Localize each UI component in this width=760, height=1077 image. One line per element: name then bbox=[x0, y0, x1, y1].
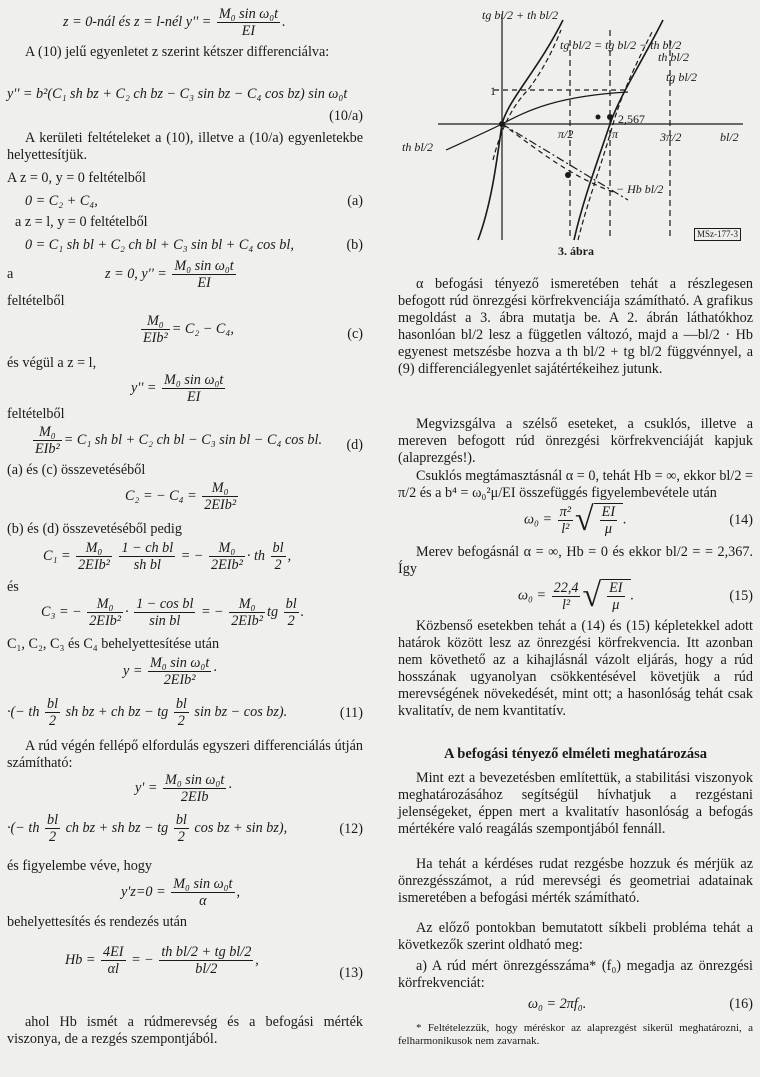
equation-11-second-line: ·(− th $\frac{bl}{2}$ sh bz + ch bz − tg $\frac{bl}{2}$ sin bz − cos bz). bbox=[7, 696, 288, 730]
equation-a: 0 = C₂ + C₄, bbox=[25, 193, 98, 209]
paragraph: feltételből bbox=[7, 293, 65, 309]
equation-condition: z = 0, y'' = $\frac{\text{M₀ sin ω₀t}}{EI}$ bbox=[105, 258, 234, 292]
paragraph: és bbox=[7, 579, 19, 595]
paragraph: A rúd végén fellépő elfordulás egyszeri differenciálás útján számítható: bbox=[7, 738, 363, 772]
th-curve bbox=[446, 92, 628, 150]
equation-tag: (15) bbox=[729, 588, 753, 604]
equation-16: ω₀ = 2πf₀. bbox=[528, 996, 587, 1012]
paragraph: Csuklós megtámasztásnál α = 0, tehát Hb = ∞, ekkor bl/2 = π/2 és a b⁴ = ω₀²μ/EI összefüggés figyelembevétele után bbox=[398, 468, 753, 502]
equation-tag: (14) bbox=[729, 512, 753, 528]
equation-tag: (12) bbox=[339, 821, 363, 837]
equation-tag: (c) bbox=[347, 326, 363, 342]
paragraph: és figyelembe véve, hogy bbox=[7, 858, 152, 874]
paragraph: és végül a z = l, bbox=[7, 355, 97, 371]
equation-12-first-line: y' = $\frac{\text{M₀ sin ω₀t}}{\text{2EIb}}$ · bbox=[135, 772, 232, 806]
figure-caption: 3. ábra bbox=[558, 244, 594, 258]
equation-15: ω₀ = $\frac{22,4}{\text{l²}}$ √ $\frac{EI}{\mu}$ . bbox=[518, 577, 635, 614]
equation-tag: (16) bbox=[729, 996, 753, 1012]
figure-3 bbox=[398, 0, 753, 262]
equation-c: $\frac{\text{M₀}}{\text{EIb²}}$ = C₂ − C₄, bbox=[143, 313, 234, 347]
label-hb: − Hb bl/2 bbox=[616, 182, 664, 196]
paragraph: ahol Hb ismét a rúdmerevség és a befogási mérték viszonya, de a rezgés szempontjából. bbox=[7, 1014, 363, 1048]
label-2567: 2,567 bbox=[618, 112, 645, 126]
paragraph: a bbox=[7, 266, 14, 282]
label-pi: π bbox=[612, 127, 619, 141]
paragraph: Merev befogásnál α = ∞, Hb = 0 és ekkor bl/2 = = 2,367. Így bbox=[398, 544, 753, 578]
paragraph: feltételből bbox=[7, 406, 65, 422]
label-3pi-half: 3π/2 bbox=[660, 130, 682, 144]
equation-tag: (a) bbox=[347, 193, 363, 209]
label-th: th bl/2 bbox=[658, 50, 690, 64]
equation-10a: y'' = b²(C₁ sh bz + C₂ ch bz − C₃ sin bz − C₄ cos bz) sin ω₀t bbox=[7, 86, 348, 102]
intersection-point bbox=[607, 114, 613, 120]
label-axis-bl2: bl/2 bbox=[720, 130, 739, 144]
equation-c3: C₃ = − $\frac{\text{M₀}}{\text{2EIb²}}$ · $\frac{\text{1 − cos bl}}{\text{sin bl}}$ = − $\frac{\text{M₀}}{\text{2EIb²}}$ tg $\frac{bl}{2}$ . bbox=[41, 596, 305, 630]
paragraph: Az előző pontokban bemutatott síkbeli probléma tehát a következők szerint oldható meg: bbox=[398, 920, 753, 954]
paragraph: α befogási tényező ismeretében tehát a részlegesen befogott rúd önrezgési körfrekvenciája számítható. A grafikus megoldást a 3. ábra mutatja be. A 2. ábrán láthatókhoz hasonlóan bl/2 lesz a független változó, majd a —bl/2 · Hb egyenest metszésbe hozva a th bl/2 + tg bl/2 függvénnyel, a (9) differenciálegyenlet sajátértékeihez jutunk. bbox=[398, 276, 753, 378]
equation-boundary-condition: z = 0-nál és z = l-nél y'' = $\frac{\text{M₀ sin ω₀t}}{EI}$ . bbox=[63, 6, 286, 40]
combined-curve-branch-1 bbox=[493, 30, 561, 160]
label-th-left: th bl/2 bbox=[402, 140, 434, 154]
equation-c1: C₁ = $\frac{\text{M₀}}{\text{2EIb²}}$ $\frac{\text{1 − ch bl}}{\text{sh bl}}$ = − $\frac{\text{M₀}}{\text{2EIb²}}$ · th $\frac{bl}{2}$ , bbox=[43, 540, 292, 574]
paragraph: A kerületi feltételeket a (10), illetve a (10/a) egyenletekbe helyettesítjük. bbox=[7, 130, 363, 164]
equation-condition: y'' = $\frac{\text{M₀ sin ω₀t}}{EI}$ bbox=[131, 372, 224, 406]
paragraph: A (10) jelű egyenletet z szerint kétszer differenciálva: bbox=[25, 44, 330, 60]
paragraph: A z = 0, y = 0 feltételből bbox=[7, 170, 146, 186]
equation-13: Hb = $\frac{4EI}{\alpha l}$ = − $\frac{\text{th bl/2 + tg bl/2}}{bl/2}$ , bbox=[65, 944, 259, 978]
equation-slope-condition: y'z=0 = $\frac{\text{M₀ sin ω₀t}}{\alpha}$ , bbox=[121, 876, 241, 910]
equation-11-first-line: y = $\frac{\text{M₀ sin ω₀t}}{\text{2EIb²}}$ · bbox=[123, 655, 217, 689]
figure-code: MSz-177-3 bbox=[694, 228, 741, 241]
equation-tag: (b) bbox=[346, 237, 363, 253]
paragraph: behelyettesítés és rendezés után bbox=[7, 914, 188, 930]
origin-point bbox=[499, 121, 505, 127]
paragraph: (a) és (c) összevetéséből bbox=[7, 462, 146, 478]
equation-12-second-line: ·(− th $\frac{bl}{2}$ ch bz + sh bz − tg $\frac{bl}{2}$ cos bz + sin bz), bbox=[7, 812, 288, 846]
paragraph: Mint ezt a bevezetésben említettük, a stabilitási viszonyok meghatározásához segítségül hívhatjuk a rezgéstani jelenségeket, éppen mert a kvalitatív hasonlóság a befogás mértékére való reagálás szempontjából fennáll. bbox=[398, 770, 753, 838]
footnote: * Feltételezzük, hogy méréskor az alaprezgést sikerül meghatározni, a felharmonikusok nem zavarnak. bbox=[398, 1022, 753, 1048]
equation-c2: C₂ = − C₄ = $\frac{\text{M₀}}{\text{2EIb²}}$ bbox=[125, 480, 237, 514]
paragraph: (b) és (d) összevetéséből pedig bbox=[7, 521, 182, 537]
equation-tag: (d) bbox=[346, 437, 363, 453]
equation-b: 0 = C₁ sh bl + C₂ ch bl + C₃ sin bl + C₄ cos bl, bbox=[25, 237, 294, 253]
section-heading: A befogási tényező elméleti meghatározása bbox=[443, 746, 708, 762]
equation-tag: (13) bbox=[339, 965, 363, 981]
label-tg-plus-th: tg bl/2 + th bl/2 bbox=[482, 8, 559, 22]
label-tg: tg bl/2 bbox=[666, 70, 698, 84]
intersection-point bbox=[596, 115, 601, 120]
equation-14: ω₀ = $\frac{\text{π²}}{\text{l²}}$ √ $\frac{EI}{\mu}$ . bbox=[524, 501, 627, 538]
equation-tag: (11) bbox=[339, 705, 363, 721]
paragraph: Megvizsgálva a szélső eseteket, a csuklós, illetve a mereven befogott rúd önrezgési körfrekvenciáját kapjuk (alaprezgés!). bbox=[398, 416, 753, 467]
paragraph: Ha tehát a kérdéses rudat rezgésbe hozzuk és mérjük az önrezgésszámot, a rúd merevségi és geometriai adatainak ismeretében a befogási mérték számítható. bbox=[398, 856, 753, 907]
intersection-point bbox=[565, 172, 571, 178]
paragraph: a) A rúd mért önrezgésszáma* (f₀) megadja az önrezgési körfrekvenciát: bbox=[398, 958, 753, 992]
paragraph: a z = l, y = 0 feltételből bbox=[15, 214, 148, 230]
label-one: 1 bbox=[490, 84, 496, 98]
equation-tag: (10/a) bbox=[329, 108, 363, 124]
label-pi-half: π/2 bbox=[558, 127, 574, 141]
paragraph: C₁, C₂, C₃ és C₄ behelyettesítése után bbox=[7, 636, 220, 652]
label-tg-equation: tg bl/2 = tg bl/2 − th bl/2 bbox=[560, 38, 682, 52]
paragraph: Közbenső esetekben tehát a (14) és (15) képletekkel adott határok között lesz az önrezgési körfrekvencia. Itt azonban nem követhető az a kihajlásnál vázolt eljárás, hogy a rúd hosszának ugyanolyan csökkentésével követjük a rúd merevségének növekedését, mint ott; a hasonlóság tehát csak kvalitatív, de nem kvantitatív. bbox=[398, 618, 753, 720]
equation-d: $\frac{\text{M₀}}{\text{EIb²}}$ = C₁ sh bl + C₂ ch bl − C₃ sin bl − C₄ cos bl. bbox=[35, 424, 322, 458]
